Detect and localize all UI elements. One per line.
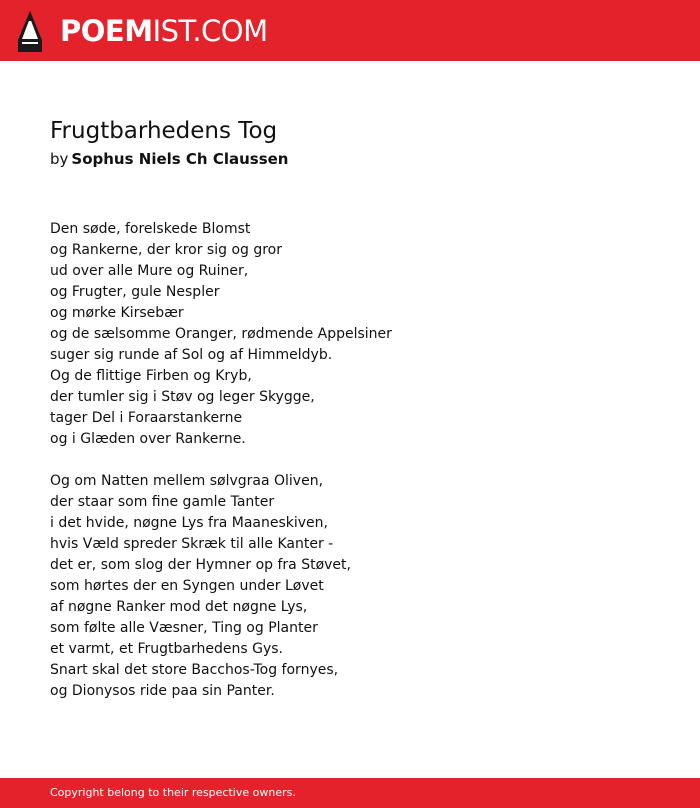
poem-line: og mørke Kirsebær — [50, 305, 184, 321]
poem-line: Snart skal det store Bacchos-Tog fornyes, — [50, 662, 339, 678]
poem-line: et varmt, et Frugtbarhedens Gys. — [50, 641, 284, 657]
poem-line: hvis Væld spreder Skræk til alle Kanter - — [50, 536, 334, 552]
poem-line: der staar som fine gamle Tanter — [50, 494, 275, 510]
byline-label: by — [50, 150, 69, 168]
copyright-notice: Copyright belong to their respective owners. — [50, 786, 296, 799]
poem-title: Frugtbarhedens Tog — [50, 118, 278, 144]
poem-line: og de sælsomme Oranger, rødmende Appelsiner — [50, 326, 392, 342]
poem-line: af nøgne Ranker mod det nøgne Lys, — [50, 599, 308, 615]
poem-line: det er, som slog der Hymner op fra Støvet, — [50, 557, 351, 573]
poem-line: og i Glæden over Rankerne. — [50, 431, 246, 447]
logo-bold-part: POEM — [60, 14, 153, 48]
poem-line: Og om Natten mellem sølvgraa Oliven, — [50, 473, 324, 489]
poem-line: i det hvide, nøgne Lys fra Maaneskiven, — [50, 515, 328, 531]
poem-line: tager Del i Foraarstankerne — [50, 410, 243, 426]
poem-line: og Frugter, gule Nespler — [50, 284, 220, 300]
poem-line: og Dionysos ride paa sin Panter. — [50, 683, 275, 699]
poem-body — [50, 219, 650, 723]
stanza — [50, 219, 650, 450]
poem-line: der tumler sig i Støv og leger Skygge, — [50, 389, 315, 405]
poem-author: Sophus Niels Ch Claussen — [71, 150, 289, 168]
logo-light-part: IST.COM — [152, 14, 268, 48]
site-logo-text — [60, 10, 268, 52]
poem-line: og Rankerne, der kror sig og gror — [50, 242, 283, 258]
site-logo-link[interactable] — [18, 10, 268, 52]
poem-byline — [50, 149, 289, 169]
site-header — [0, 0, 700, 61]
poem-line: Og de flittige Firben og Kryb, — [50, 368, 252, 384]
poem-line: suger sig runde af Sol og af Himmeldyb. — [50, 347, 333, 363]
poem-line: Den søde, forelskede Blomst — [50, 221, 251, 237]
stanza — [50, 471, 650, 702]
site-footer — [0, 778, 700, 808]
poem-line: ud over alle Mure og Ruiner, — [50, 263, 249, 279]
pencil-icon — [18, 10, 42, 52]
poem-line: som følte alle Væsner, Ting og Planter — [50, 620, 318, 636]
poem-line: som hørtes der en Syngen under Løvet — [50, 578, 324, 594]
